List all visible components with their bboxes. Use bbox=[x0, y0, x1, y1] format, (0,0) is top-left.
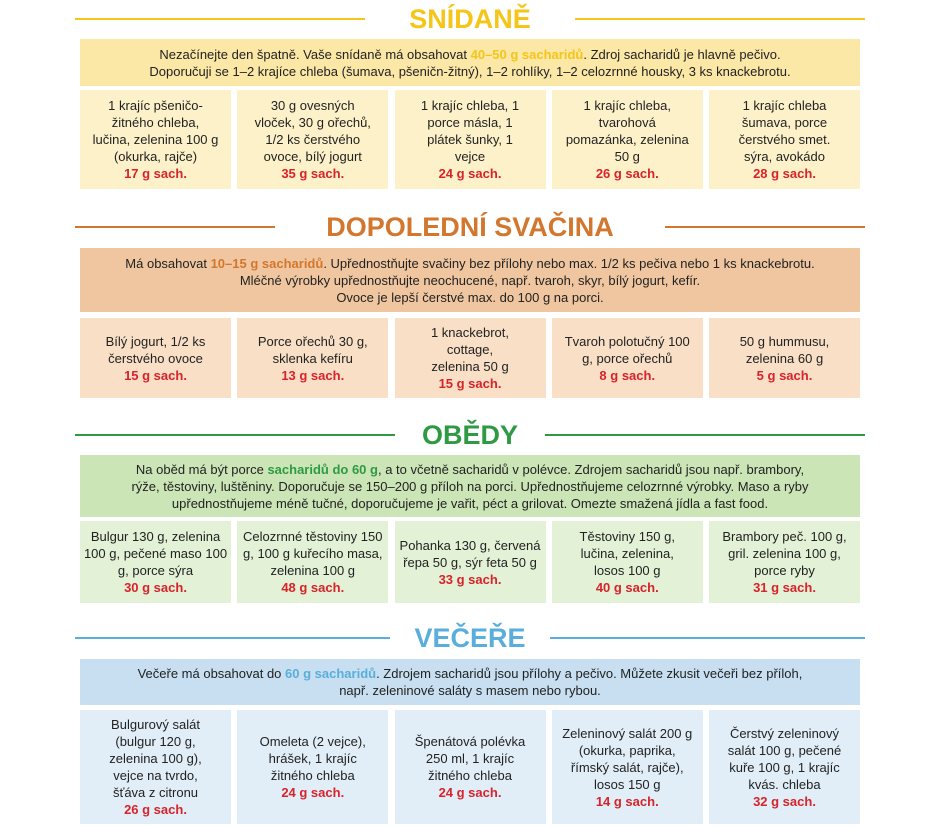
breakfast-card: 1 krajíc chleba, tvarohová pomazánka, zelenina 50 g 26 g sach. bbox=[552, 90, 703, 189]
dinner-intro-highlight: 60 g sacharidů bbox=[285, 666, 377, 681]
dinner-card: Špenátová polévka 250 ml, 1 krajíc žitného chleba 24 g sach. bbox=[395, 710, 546, 824]
breakfast-card: 30 g ovesných vloček, 30 g ořechů, 1/2 ks čerstvého ovoce, bílý jogurt 35 g sach. bbox=[237, 90, 388, 189]
snack-title: DOPOLEDNÍ SVAČINA bbox=[75, 210, 865, 244]
dinner-title: VEČEŘE bbox=[75, 621, 865, 655]
lunch-card: Celozrnné těstoviny 150 g, 100 g kuřecího masa, zelenina 100 g 48 g sach. bbox=[237, 521, 388, 603]
breakfast-card: 1 krajíc chleba šumava, porce čerstvého smet. sýra, avokádo 28 g sach. bbox=[709, 90, 860, 189]
dinner-intro: Večeře má obsahovat do 60 g sacharidů. Zdrojem sacharidů jsou přílohy a pečivo. Můžete zkusit večeři bez příloh, např. zeleninové saláty s masem nebo rybou. bbox=[80, 659, 860, 705]
lunch-intro: Na oběd má být porce sacharidů do 60 g, a to včetně sacharidů v polévce. Zdrojem sacharidů jsou např. brambory, rýže, těstoviny, luštěniny. Doporučuje se 150–200 g příloh na porci. Upřednostňujeme celozrnné výrobky. Maso a ryby upřednostňujeme méně tučné, doporučujeme je vařit, péct a grilovat. Omezte smažená jídla a fast food. bbox=[80, 455, 860, 517]
lunch-card: Pohanka 130 g, červená řepa 50 g, sýr feta 50 g 33 g sach. bbox=[395, 521, 546, 603]
dinner-card: Čerstvý zeleninový salát 100 g, pečené kuře 100 g, 1 krajíc kvás. chleba 32 g sach. bbox=[709, 710, 860, 824]
breakfast-title-row bbox=[75, 2, 865, 36]
dinner-section bbox=[80, 659, 860, 824]
lunch-card: Bulgur 130 g, zelenina 100 g, pečené maso 100 g, porce sýra 30 g sach. bbox=[80, 521, 231, 603]
snack-card: Porce ořechů 30 g, sklenka kefíru 13 g sach. bbox=[237, 318, 388, 398]
breakfast-card: 1 krajíc chleba, 1 porce másla, 1 plátek šunky, 1 vejce 24 g sach. bbox=[395, 90, 546, 189]
breakfast-title: SNÍDANĚ bbox=[75, 2, 865, 36]
snack-grid bbox=[80, 318, 860, 398]
lunch-title-row bbox=[75, 418, 865, 452]
breakfast-intro-highlight: 40–50 g sacharidů bbox=[470, 47, 584, 62]
lunch-title: OBĚDY bbox=[75, 418, 865, 452]
breakfast-grid bbox=[80, 90, 860, 189]
breakfast-card: 1 krajíc pšeničo-žitného chleba, lučina, zelenina 100 g (okurka, rajče) 17 g sach. bbox=[80, 90, 231, 189]
breakfast-section bbox=[80, 39, 860, 189]
snack-card: 1 knackebrot, cottage, zelenina 50 g 15 g sach. bbox=[395, 318, 546, 398]
dinner-grid bbox=[80, 710, 860, 824]
snack-card: Bílý jogurt, 1/2 ks čerstvého ovoce 15 g sach. bbox=[80, 318, 231, 398]
snack-card: 50 g hummusu, zelenina 60 g 5 g sach. bbox=[709, 318, 860, 398]
snack-section bbox=[80, 248, 860, 398]
dinner-card: Zeleninový salát 200 g (okurka, paprika, římský salát, rajče), losos 150 g 14 g sach. bbox=[552, 710, 703, 824]
dinner-title-row bbox=[75, 621, 865, 655]
snack-card: Tvaroh polotučný 100 g, porce ořechů 8 g sach. bbox=[552, 318, 703, 398]
dinner-card: Omeleta (2 vejce), hrášek, 1 krajíc žitného chleba 24 g sach. bbox=[237, 710, 388, 824]
lunch-card: Těstoviny 150 g, lučina, zelenina, losos 100 g 40 g sach. bbox=[552, 521, 703, 603]
lunch-grid bbox=[80, 521, 860, 603]
lunch-card: Brambory peč. 100 g, gril. zelenina 100 g, porce ryby 31 g sach. bbox=[709, 521, 860, 603]
lunch-section bbox=[80, 455, 860, 603]
snack-title-row bbox=[75, 210, 865, 244]
snack-intro-highlight: 10–15 g sacharidů bbox=[210, 256, 324, 271]
snack-intro: Má obsahovat 10–15 g sacharidů. Upřednostňujte svačiny bez přílohy nebo max. 1/2 ks pečiva nebo 1 ks knackebrotu. Mléčné výrobky upřednostňujte neochucené, např. tvaroh, skyr, bílý jogurt, kefír. Ovoce je lepší čerstvé max. do 100 g na porci. bbox=[80, 248, 860, 312]
lunch-intro-highlight: sacharidů do 60 g bbox=[267, 462, 378, 477]
dinner-card: Bulgurový salát (bulgur 120 g, zelenina 100 g), vejce na tvrdo, šťáva z citronu 26 g sach. bbox=[80, 710, 231, 824]
breakfast-intro: Nezačínejte den špatně. Vaše snídaně má obsahovat 40–50 g sacharidů. Zdroj sacharidů je hlavně pečivo. Doporučuji se 1–2 krajíce chleba (šumava, pšeničn-žitný), 1–2 rohlíky, 1–2 celozrnné housky, 3 ks knackebrotu. bbox=[80, 39, 860, 86]
